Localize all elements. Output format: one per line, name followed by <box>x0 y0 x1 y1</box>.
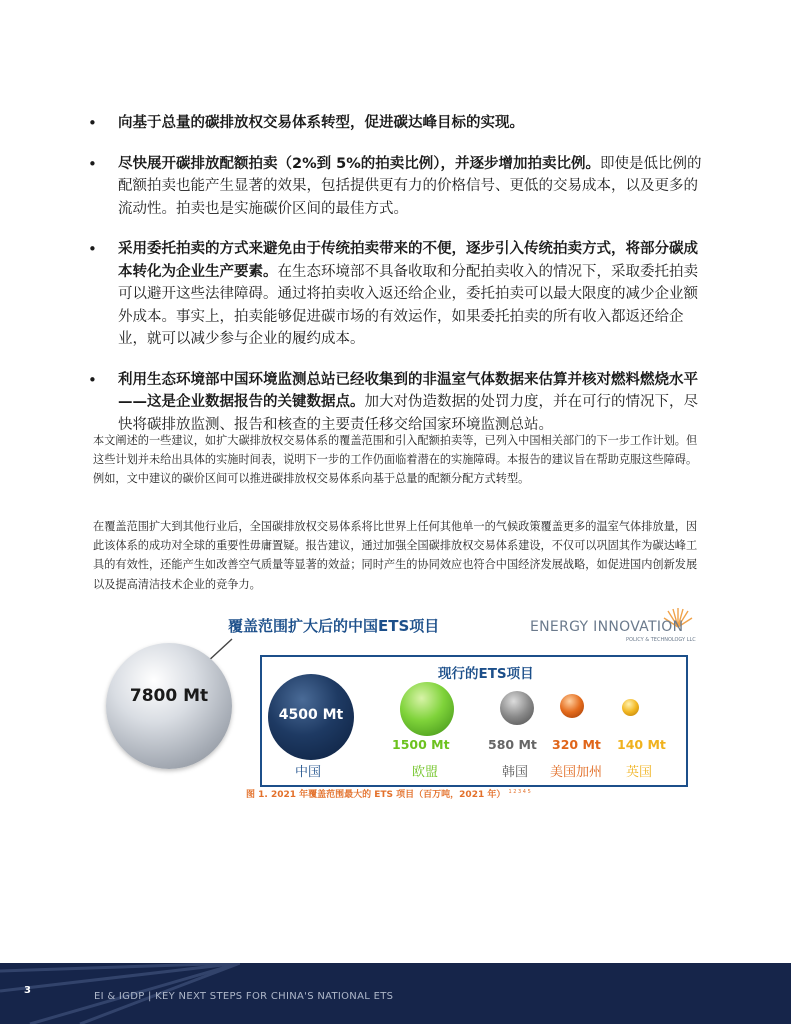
bullet-icon: • <box>88 114 97 132</box>
eu-label: 欧盟 <box>412 765 439 780</box>
page-number: 3 <box>24 985 31 996</box>
korea-value: 580 Mt <box>488 737 537 752</box>
figure-title: 覆盖范围扩大后的中国ETS项目 <box>228 617 440 635</box>
footer-text: EI & IGDP | KEY NEXT STEPS FOR CHINA'S NATIONAL ETS <box>94 991 394 1002</box>
recommendation-list <box>88 112 708 454</box>
california-value: 320 Mt <box>552 737 601 752</box>
eu-value: 1500 Mt <box>392 737 450 752</box>
bullet-text: 加大对伪造数据的处罚力度，并在可行的情况下，尽快将碳排放监测、报告和核查的主要责任移交给国家环境监测总站。 <box>118 394 698 433</box>
page-footer <box>0 963 791 1024</box>
body-paragraph: 本文阐述的一些建议，如扩大碳排放权交易体系的覆盖范围和引入配额拍卖等，已列入中国相关部门的下一步工作计划。但这些计划并未给出具体的实施时间表，说明下一步的工作仍面临着潜在的实施障碍。本报告的建议旨在帮助克服这些障碍。例如，文中建议的碳价区间可以推进碳排放权交易体系向基于总量的配额分配方式转型。 <box>93 434 698 486</box>
energy-innovation-logo: ENERGY INNOVATION <box>530 619 684 635</box>
california-sphere <box>560 694 584 718</box>
bullet-icon: • <box>88 370 97 389</box>
eu-sphere <box>400 682 454 736</box>
expanded-china-value: 7800 Mt <box>129 686 209 706</box>
current-ets-box <box>260 655 688 787</box>
bullet-text: 即使是低比例的配额拍卖也能产生显著的效果，包括提供更有力的价格信号、更低的交易成本，以及更多的流动性。拍卖也是实施碳价区间的最佳方式。 <box>118 155 702 217</box>
ets-figure <box>98 603 698 803</box>
uk-label: 英国 <box>626 765 653 780</box>
korea-sphere <box>500 691 534 725</box>
korea-label: 韩国 <box>502 765 529 780</box>
bullet-bold-text: 采用委托拍卖的方式来避免由于传统拍卖带来的不便，逐步引入传统拍卖方式，将部分碳成本转化为企业生产要素。 <box>118 241 698 280</box>
bullet-icon: • <box>88 154 97 173</box>
california-label: 美国加州 <box>550 765 603 780</box>
energy-innovation-logo-subtitle: POLICY & TECHNOLOGY LLC <box>626 637 696 643</box>
bullet-item <box>88 112 708 135</box>
china-value: 4500 Mt <box>278 707 344 723</box>
figure-caption-refs: 1 2 3 4 5 <box>508 789 531 795</box>
uk-sphere <box>622 699 639 716</box>
bullet-bold-text: 利用生态环境部中国环境监测总站已经收集到的非温室气体数据来估算并核对燃料燃烧水平——这是企业数据报告的关键数据点。 <box>118 371 698 410</box>
figure-caption <box>246 787 531 800</box>
bullet-item <box>88 153 708 221</box>
bullet-icon: • <box>88 240 97 258</box>
current-ets-title: 现行的ETS项目 <box>438 666 534 682</box>
expanded-china-sphere <box>106 643 232 769</box>
bullet-text: 在生态环境部不具备收取和分配拍卖收入的情况下，采取委托拍卖可以避开这些法律障碍。通过将拍卖收入返还给企业，委托拍卖可以最大限度的减少企业额外成本。事实上，拍卖能够促进碳市场的有效运作，如果委托拍卖的所有收入都返还给企业，就可以减少参与企业的履约成本。 <box>118 263 698 347</box>
body-paragraph: 在覆盖范围扩大到其他行业后，全国碳排放权交易体系将比世界上任何其他单一的气候政策覆盖更多的温室气体排放量，因此该体系的成功对全球的重要性毋庸置疑。报告建议，通过加强全国碳排放权交易体系建设，不仅可以巩固其作为碳达峰工具的有效性，还能产生如改善空气质量等显著的效益；同时产生的协同效应也符合中国经济发展战略，如促进国内创新发展以及提高清洁技术企业的竞争力。 <box>93 520 698 591</box>
bullet-bold-text: 尽快展开碳排放配额拍卖（2%到 5%的拍卖比例），并逐步增加拍卖比例。 <box>118 155 601 172</box>
bullet-item <box>88 238 708 351</box>
bullet-bold-text: 向基于总量的碳排放权交易体系转型，促进碳达峰目标的实现。 <box>118 115 524 131</box>
figure-caption-text: 图 1. 2021 年覆盖范围最大的 ETS 项目（百万吨，2021 年） <box>246 790 506 800</box>
bullet-item <box>88 369 708 437</box>
uk-value: 140 Mt <box>617 737 666 752</box>
china-label: 中国 <box>295 765 322 780</box>
